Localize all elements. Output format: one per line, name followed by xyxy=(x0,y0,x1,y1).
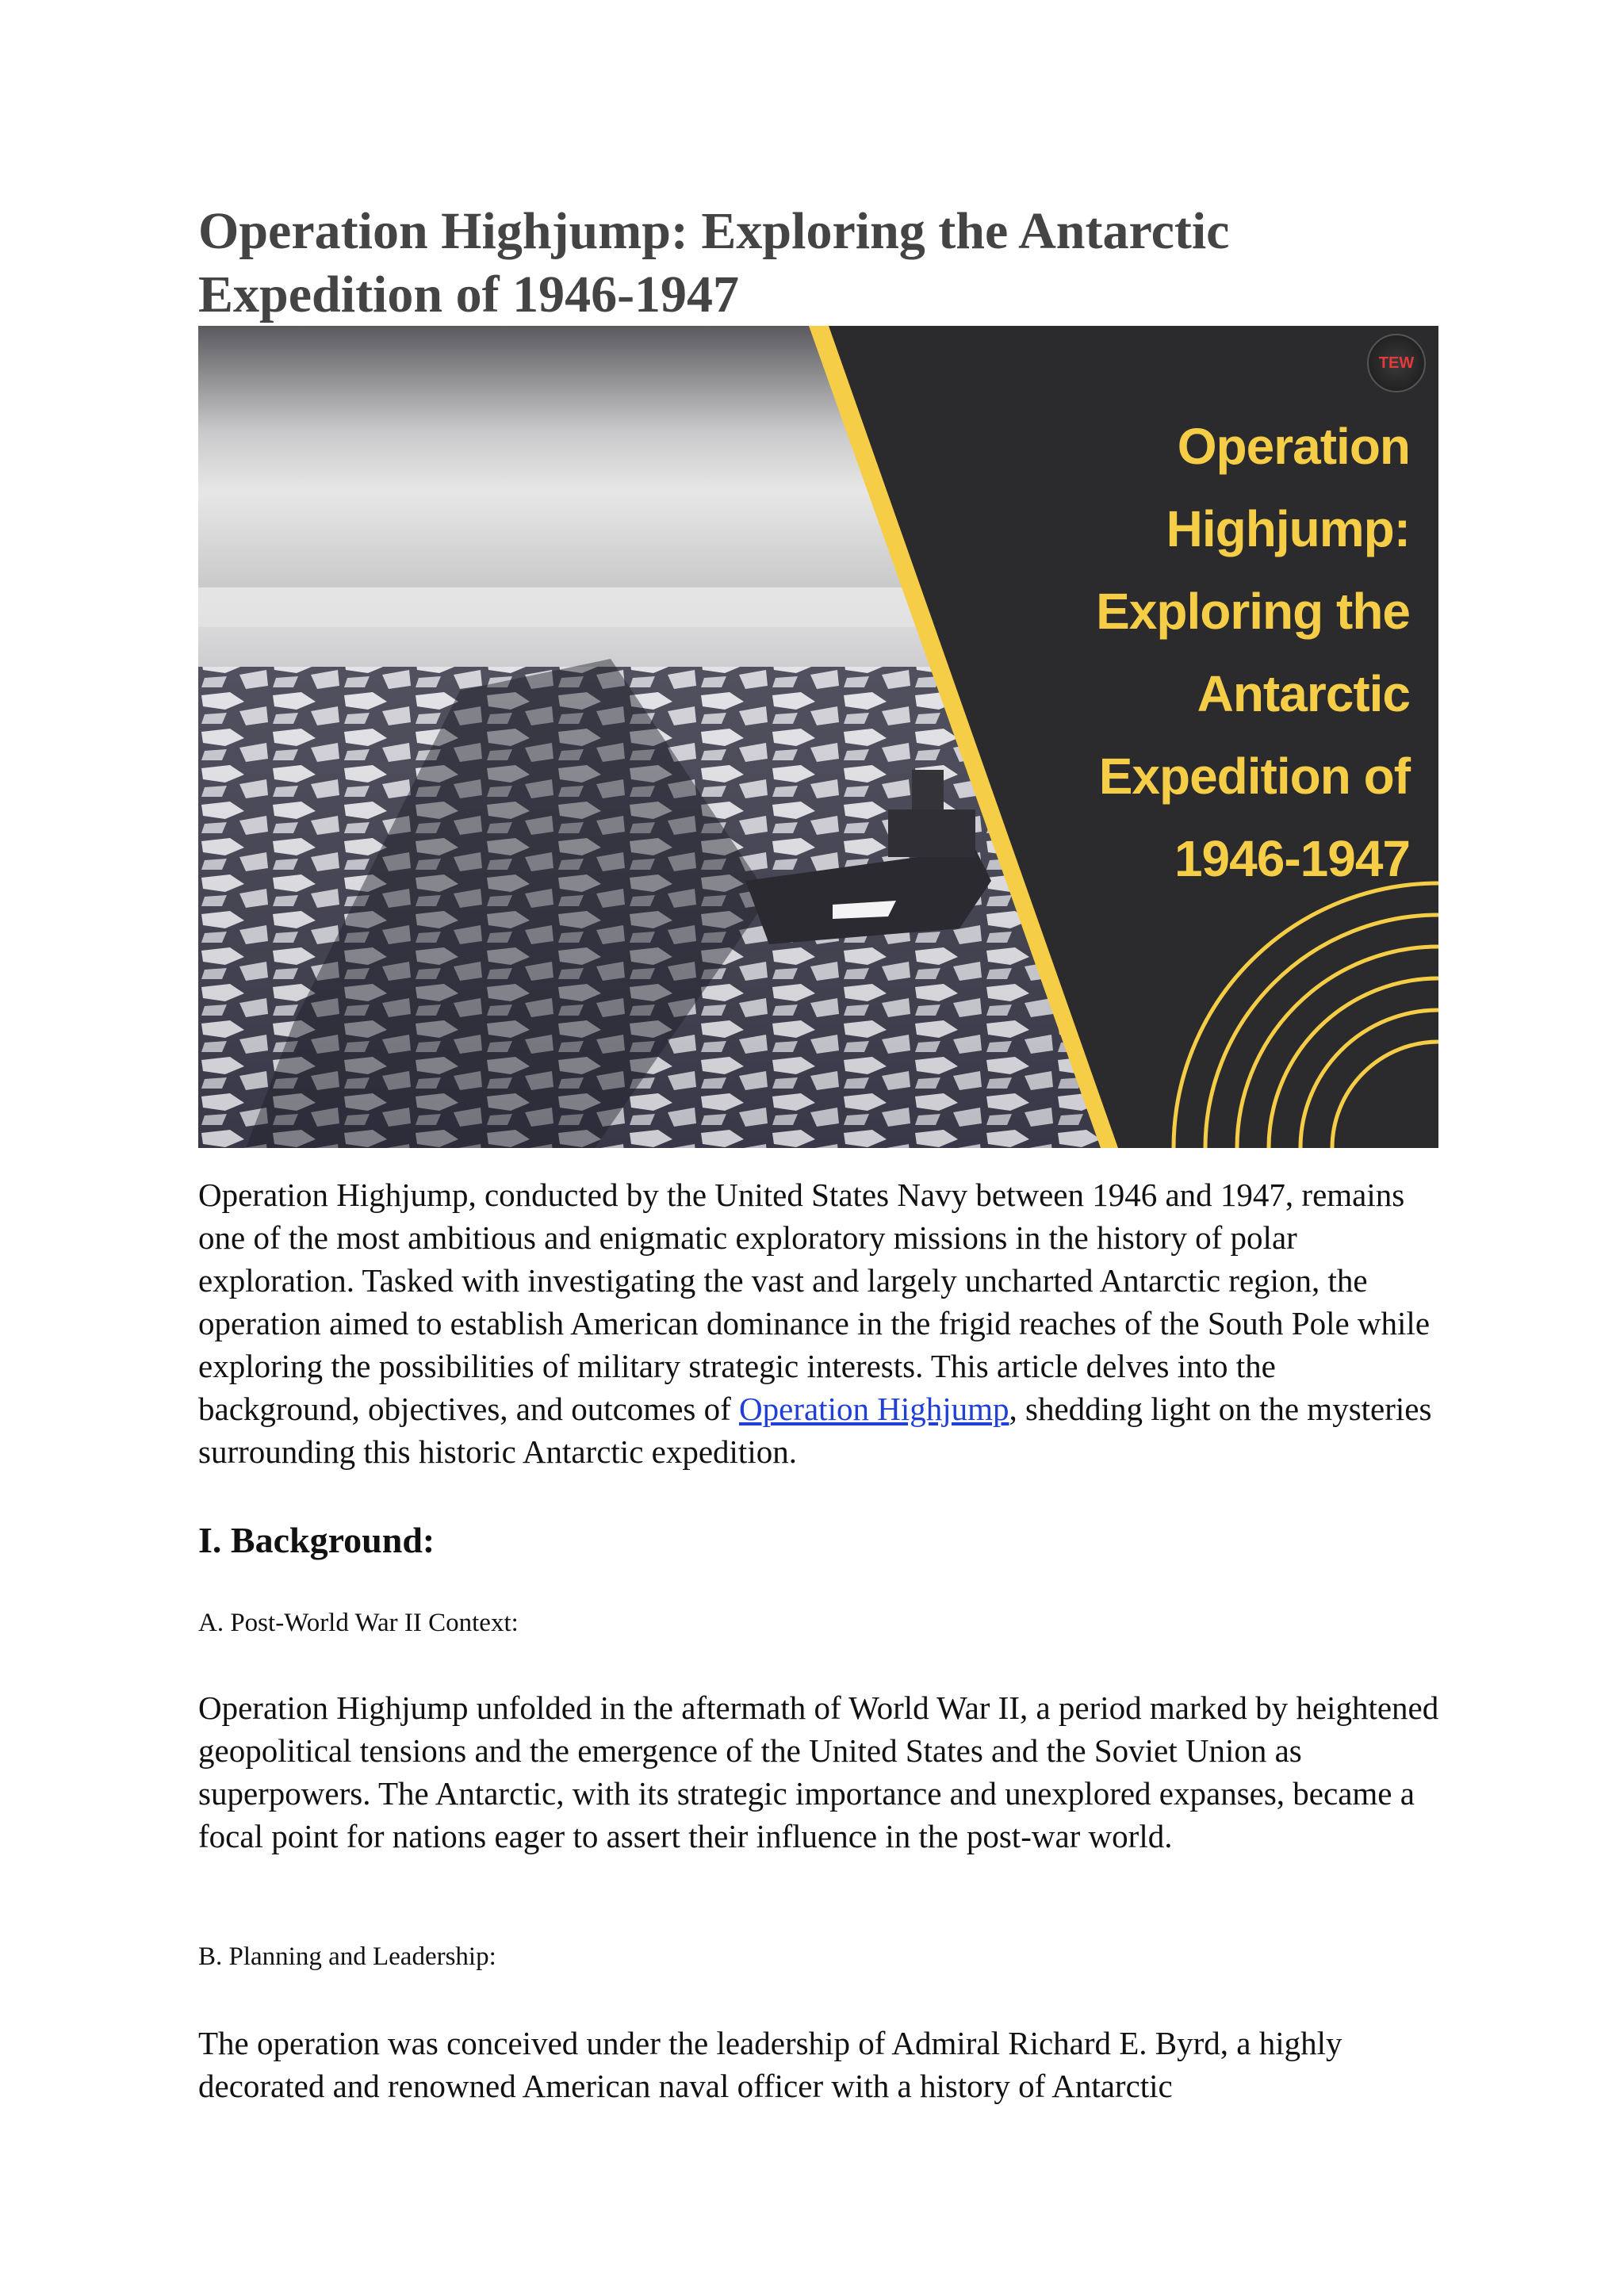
intro-text-after: , shedding light on the mysteries surrounding this historic Antarctic expedition. xyxy=(198,1391,1432,1470)
banner-line: Operation xyxy=(1177,418,1410,475)
page-title: Operation Highjump: Exploring the Antarctic Expedition of 1946-1947 xyxy=(198,202,1230,323)
subheading-planning: B. Planning and Leadership: xyxy=(198,1942,496,1971)
hero-image xyxy=(198,326,1438,1148)
section-heading-background: I. Background: xyxy=(198,1520,435,1560)
banner-line: Exploring the xyxy=(1096,583,1410,640)
paragraph-post-war: Operation Highjump unfolded in the aftermath of World War II, a period marked by heightened geopolitical tensions and the emergence of the United States and the Soviet Union as superpowers. The Antarctic, with its strategic importance and unexplored expanses, became a focal point for nations eager to assert their influence in the post-war world. xyxy=(198,1689,1439,1854)
intro-text-before: Operation Highjump, conducted by the United States Navy between 1946 and 1947, remains one of the most ambitious and enigmatic exploratory missions in the history of polar exploration. Tasked with investigating the vast and largely uncharted Antarctic region, the operation aimed to establish American dominance in the frigid reaches of the South Pole while exploring the possibilities of military strategic interests. This article delves into the background, objectives, and outcomes of xyxy=(198,1177,1431,1427)
banner-line: 1946-1947 xyxy=(1174,830,1410,887)
banner-line: Highjump: xyxy=(1166,500,1410,557)
banner-line: Antarctic xyxy=(1197,665,1410,722)
banner-title xyxy=(966,405,1410,900)
tew-logo: TEW xyxy=(1367,334,1426,392)
paragraph-planning: The operation was conceived under the leadership of Admiral Richard E. Byrd, a highly decorated and renowned American naval officer with a history of Antarctic xyxy=(198,2025,1342,2104)
subheading-post-war: A. Post-World War II Context: xyxy=(198,1609,519,1637)
operation-highjump-link[interactable]: Operation Highjump xyxy=(739,1391,1009,1427)
banner-line: Expedition of xyxy=(1098,748,1410,805)
intro-paragraph xyxy=(198,1173,1443,1473)
